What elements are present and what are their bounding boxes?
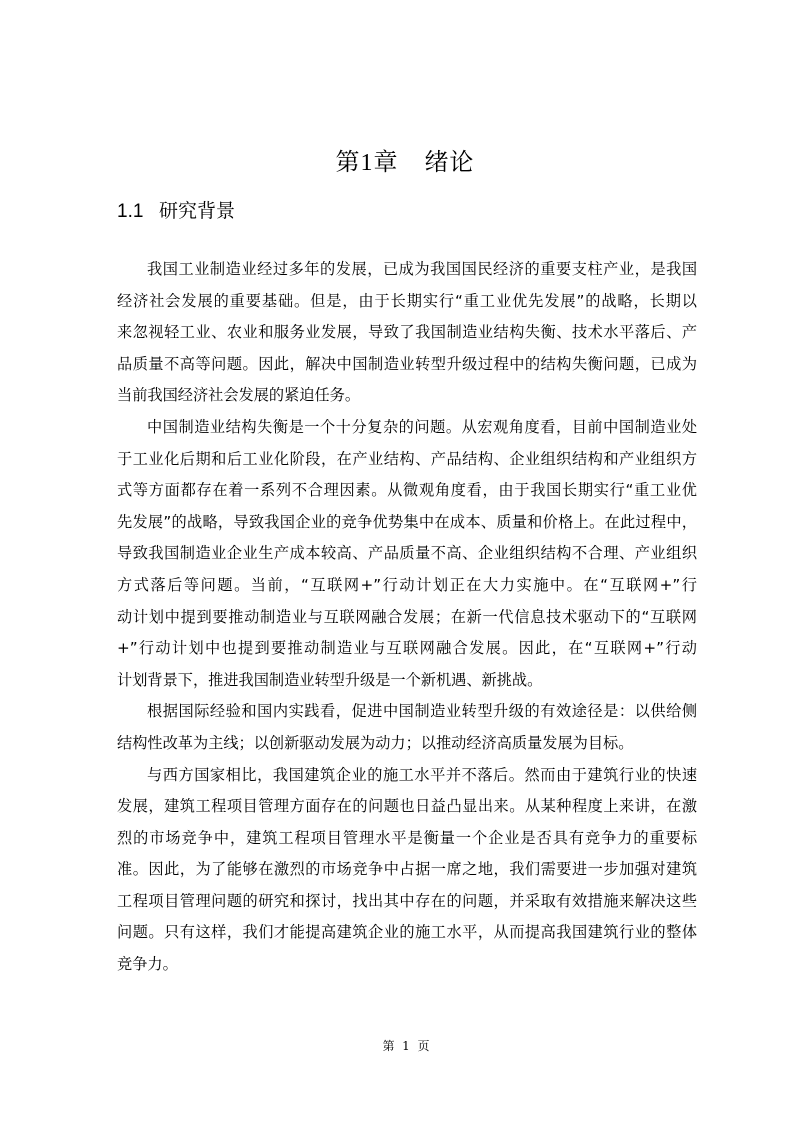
paragraph-line: 准。因此，为了能够在激烈的市场竞争中占据一席之地，我们需要进一步加强对建筑 [117,860,697,879]
section-number: 1.1 [117,201,144,222]
paragraph-line: 品质量不高等问题。因此，解决中国制造业转型升级过程中的结构失衡问题，已成为 [117,354,697,373]
paragraph-line: 式等方面都存在着一系列不合理因素。从微观角度看，由于我国长期实行“重工业优 [117,481,697,500]
paragraph-line: 根据国际经验和国内实践看，促进中国制造业转型升级的有效途径是：以供给侧 [147,702,697,721]
paragraph-line: 当前我国经济社会发展的紧迫任务。 [117,386,360,405]
paragraph-line: 中国制造业结构失衡是一个十分复杂的问题。从宏观角度看，目前中国制造业处 [147,417,697,436]
page-footer [0,1038,793,1054]
paragraph-line: 工程项目管理问题的研究和探讨，找出其中存在的问题，并采取有效措施来解决这些 [117,891,697,910]
page-number-suffix: 页 [417,1039,430,1053]
paragraph-line: 动计划中提到要推动制造业与互联网融合发展；在新一代信息技术驱动下的“互联网 [117,607,697,626]
body-text [117,254,697,981]
paragraph-line: 我国工业制造业经过多年的发展，已成为我国国民经济的重要支柱产业，是我国 [147,260,697,278]
paragraph-line: 竞争力。 [117,955,178,974]
section-title-text: 研究背景 [159,200,236,222]
chapter-title [0,144,793,181]
paragraph-line: 与西方国家相比，我国建筑企业的施工水平并不落后。然而由于建筑行业的快速 [147,765,697,784]
paragraph-line: +”行动计划中也提到要推动制造业与互联网融合发展。因此，在“互联网+”行动 [117,639,697,658]
paragraph-line: 导致我国制造业企业生产成本较高、产品质量不高、企业组织结构不合理、产业组织 [117,544,697,563]
paragraph-line: 来忽视轻工业、农业和服务业发展，导致了我国制造业结构失衡、技术水平落后、产 [117,323,697,342]
page-number: 1 [402,1039,410,1053]
paragraph-line: 计划背景下，推进我国制造业转型升级是一个新机遇、新挑战。 [117,670,543,689]
paragraph-line: 先发展”的战略，导致我国企业的竞争优势集中在成本、质量和价格上。在此过程中， [117,512,697,531]
chapter-suffix: 章 [373,148,399,176]
paragraph-line: 方式落后等问题。当前，“互联网+”行动计划正在大力实施中。在“互联网+”行 [117,575,697,594]
chapter-number: 1 [360,150,374,176]
paragraph [117,412,697,696]
paragraph-line: 烈的市场竞争中，建筑工程项目管理水平是衡量一个企业是否具有竞争力的重要标 [117,828,697,847]
paragraph-line: 经济社会发展的重要基础。但是，由于长期实行“重工业优先发展”的战略，长期以 [117,291,697,310]
chapter-heading-text: 绪论 [424,148,475,176]
paragraph-line: 结构性改革为主线；以创新驱动发展为动力；以推动经济高质量发展为目标。 [117,733,634,752]
paragraph [117,760,697,981]
paragraph [117,696,697,759]
paragraph-line: 于工业化后期和后工业化阶段，在产业结构、产品结构、企业组织结构和产业组织方 [117,449,697,468]
page-number-prefix: 第 [382,1039,395,1053]
chapter-prefix: 第 [335,148,361,176]
section-heading [117,196,235,227]
paragraph [117,254,697,412]
paragraph-line: 发展，建筑工程项目管理方面存在的问题也日益凸显出来。从某种程度上来讲，在激 [117,797,697,816]
paragraph-line: 问题。只有这样，我们才能提高建筑企业的施工水平，从而提高我国建筑行业的整体 [117,923,697,942]
